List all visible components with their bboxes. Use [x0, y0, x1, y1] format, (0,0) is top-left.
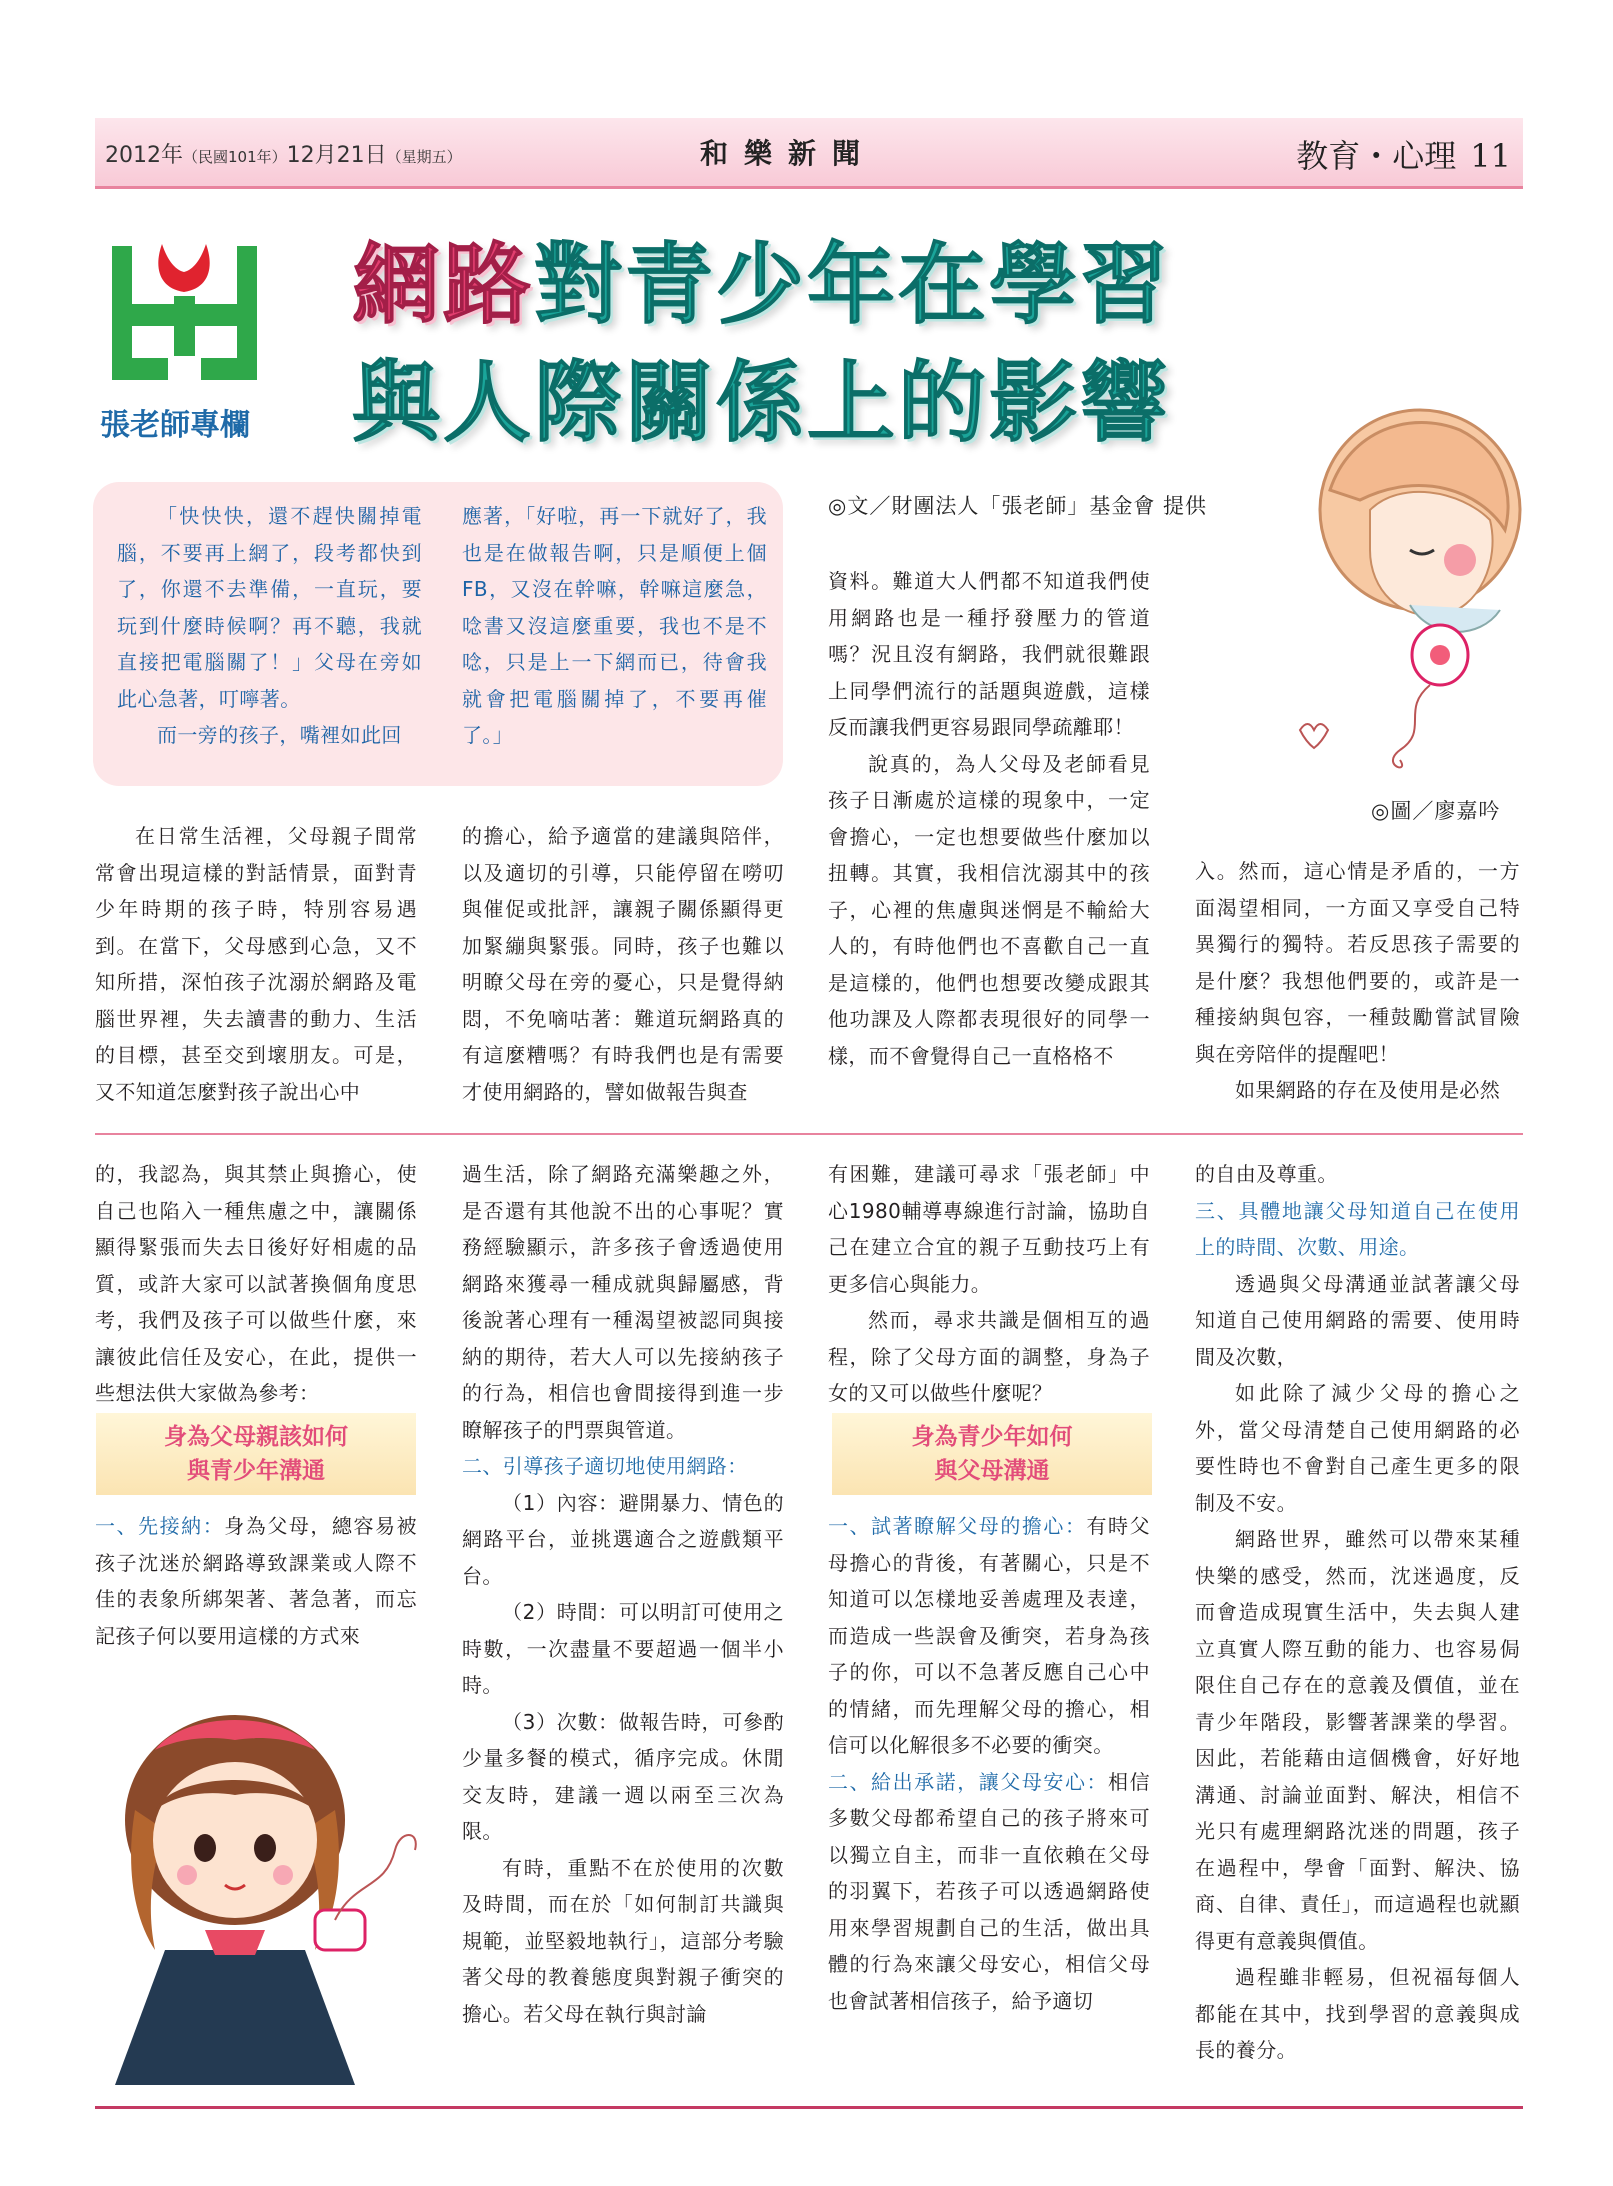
bottom-column-3b: [828, 1508, 1150, 2019]
body-paragraph: 過程雖非輕易，但祝福每個人都能在其中，找到學習的意義與成長的養分。: [1195, 1965, 1520, 2062]
body-paragraph: 然而，尋求共識是個相互的過程，除了父母方面的調整，身為子女的又可以做些什麼呢？: [828, 1308, 1150, 1405]
point-paragraph: [828, 1764, 1150, 2020]
section-divider: [95, 1133, 1523, 1135]
body-column-3: [828, 563, 1150, 1074]
subheading-line: 身為父母親該如何: [164, 1424, 348, 1450]
date-day: 12月21日: [286, 143, 387, 168]
intro-column-2: [462, 498, 767, 754]
list-item: （2）時間：可以明訂可使用之時數，一次盡量不要超過一個半小時。: [462, 1600, 784, 1697]
date-roc: （民國101年）: [183, 148, 287, 166]
body-paragraph: 有困難，建議可尋求「張老師」中心1980輔導專線進行討論，協助自己在建立合宜的親子互動技巧上有更多信心與能力。: [828, 1162, 1150, 1296]
illustration-credit: ◎圖／廖嘉吟: [1371, 799, 1501, 823]
tulip-person-logo-icon: [102, 236, 267, 401]
point-heading: 三、具體地讓父母知道自己在使用上的時間、次數、用途。: [1195, 1198, 1520, 1259]
body-paragraph: 在日常生活裡，父母親子間常常會出現這樣的對話情景，面對青少年時期的孩子時，特別容易遇到。在當下，父母感到心急，又不知所措，深怕孩子沈溺於網路及電腦世界裡，失去讀書的動力、生活的目標，甚至交到壞朋友。可是，又不知道怎麼對孩子說出心中: [95, 824, 417, 1104]
byline: ◎文／財團法人「張老師」基金會 提供: [828, 494, 1207, 518]
body-paragraph: 如此除了減少父母的擔心之外，當父母清楚自己使用網路的必要性時也不會對自己產生更多的限制及不安。: [1195, 1381, 1520, 1515]
body-column-4: [1195, 853, 1520, 1109]
body-paragraph: 的自由及尊重。: [1195, 1162, 1338, 1186]
bottom-column-3: [828, 1156, 1150, 1412]
subheading-teens: [832, 1413, 1152, 1495]
date-weekday: （星期五）: [386, 148, 462, 166]
bottom-column-4: [1195, 1156, 1520, 2069]
body-paragraph: 過生活，除了網路充滿樂趣之外，是否還有其他說不出的心事呢？實務經驗顯示，許多孩子會透過使用網路來獲尋一種成就與歸屬感，背後說著心理有一種渴望被認同與接納的期待，若大人可以先接納孩子的行為，相信也會間接得到進一步瞭解孩子的門票與管道。: [462, 1162, 784, 1442]
article-title: [352, 226, 1171, 462]
title-line-1-rest: 對青少年在學習: [534, 233, 1172, 336]
body-paragraph: 的，我認為，與其禁止與擔心，使自己也陷入一種焦慮之中，讓關係顯得緊張而失去日後好好相處的品質，或許大家可以試著換個角度思考，我們及孩子可以做些什麼，來讓彼此信任及安心，在此，提供一些想法供大家做為參考：: [95, 1162, 417, 1405]
body-paragraph: 如果網路的存在及使用是必然: [1235, 1078, 1501, 1102]
body-paragraph: 說真的，為人父母及老師看見孩子日漸處於這樣的現象中，一定會擔心，一定也想要做些什麼加以扭轉。其實，我相信沈溺其中的孩子，心裡的焦慮與迷惘是不輸給大人的，有時他們也不喜歡自己一直是這樣的，他們也想要改變成跟其他功課及人際都表現很好的同學一樣，而不會覺得自己一直格格不: [828, 751, 1150, 1068]
body-paragraph: 資料。難道大人們都不知道我們使用網路也是一種抒發壓力的管道嗎？況且沒有網路，我們就很難跟上同學們流行的話題與遊戲，這樣反而讓我們更容易跟同學疏離耶！: [828, 569, 1150, 739]
point-paragraph: [95, 1508, 417, 1654]
point-paragraph: [828, 1508, 1150, 1764]
section-label: [1296, 131, 1511, 177]
issue-date: [105, 138, 462, 169]
body-paragraph: 透過與父母溝通並試著讓父母知道自己使用網路的需要、使用時間及次數，: [1195, 1271, 1520, 1369]
subheading-line: 與父母溝通: [934, 1458, 1050, 1484]
point-heading: 二、引導孩子適切地使用網路：: [462, 1454, 748, 1478]
girl-on-phone-illustration: [1290, 400, 1550, 780]
intro-paragraph: 「快快快，還不趕快關掉電腦，不要再上網了，段考都快到了，你還不去準備，一直玩，要玩到什麼時候啊？再不聽，我就直接把電腦關了！」父母在旁如此心急著，叮嚀著。: [117, 504, 422, 711]
bottom-column-2: [462, 1156, 784, 2032]
subheading-line: 與青少年溝通: [187, 1458, 325, 1484]
bottom-column-1: [95, 1156, 417, 1412]
paper-name: 和樂新聞: [700, 137, 877, 170]
list-item: （3）次數：做報告時，可參酌少量多餐的模式，循序完成。休閒交友時，建議一週以兩至三次為限。: [462, 1709, 784, 1843]
body-column-2: [462, 818, 784, 1110]
body-paragraph: 入。然而，這心情是矛盾的，一方面渴望相同，一方面又享受自己特異獨行的獨特。若反思孩子需要的是什麼？我想他們要的，或許是一種接納與包容，一種鼓勵嘗試冒險與在旁陪伴的提醒吧！: [1195, 859, 1520, 1066]
point-body: 身為父母，總容易被孩子沈迷於網路導致課業或人際不佳的表象所綁架著、著急著，而忘記孩子何以要用這樣的方式來: [95, 1514, 417, 1648]
subheading-line: 身為青少年如何: [911, 1424, 1073, 1450]
point-heading: 一、先接納：: [95, 1514, 225, 1538]
title-highlight: 網路: [352, 233, 535, 336]
bottom-rule: [95, 2106, 1523, 2109]
point-body: 相信多數父母都希望自己的孩子將來可以獨立自主，而非一直依賴在父母的羽翼下，若孩子可以透過網路使用來學習規劃自己的生活，做出具體的行為來讓父母安心，相信父母也會試著相信孩子，給予適切: [828, 1769, 1150, 2013]
girl-with-phone-illustration: [95, 1700, 440, 2090]
section-name: 教育・心理: [1296, 137, 1457, 175]
column-label: 張老師專欄: [100, 408, 250, 443]
intro-column-1: [117, 498, 422, 754]
page-number: 11: [1470, 137, 1511, 175]
title-line-2: 與人際關係上的影響: [352, 351, 1172, 454]
point-heading: 一、試著瞭解父母的擔心：: [828, 1514, 1087, 1538]
body-paragraph: 有時，重點不在於使用的次數及時間，而在於「如何制訂共識與規範，並堅毅地執行」，這部分考驗著父母的教養態度與對親子衝突的擔心。若父母在執行與討論: [462, 1855, 784, 2026]
bottom-column-1b: [95, 1508, 417, 1654]
body-column-1: [95, 818, 417, 1110]
list-item: （1）內容：避開暴力、情色的網路平台，並挑選適合之遊戲類平台。: [462, 1490, 784, 1588]
header-rule: [95, 186, 1523, 189]
point-body: 有時父母擔心的背後，有著關心，只是不知道可以怎樣地妥善處理及表達，而造成一些誤會及衝突，若身為孩子的你，可以不急著反應自己心中的情緒，而先理解父母的擔心，相信可以化解很多不必要的衝突。: [828, 1514, 1150, 1757]
title-line-1: [352, 226, 1171, 344]
intro-paragraph: 而一旁的孩子，嘴裡如此回: [157, 723, 402, 747]
intro-paragraph: 應著，「好啦，再一下就好了，我也是在做報告啊，只是順便上個FB，又沒在幹嘛，幹嘛這麼急，唸書又沒這麼重要，我也不是不唸，只是上一下網而已，待會我就會把電腦關掉了，不要再催了。」: [462, 504, 767, 747]
body-paragraph: 網路世界，雖然可以帶來某種快樂的感受，然而，沈迷過度，反而會造成現實生活中，失去與人建立真實人際互動的能力、也容易侷限住自己存在的意義及價值，並在青少年階段，影響著課業的學習。因此，若能藉由這個機會，好好地溝通、討論並面對、解決，相信不光只有處理網路沈迷的問題，孩子在過程中，學會「面對、解決、協商、自律、責任」，而這過程也就顯得更有意義與價值。: [1195, 1527, 1520, 1953]
date-year: 2012年: [105, 143, 183, 168]
point-heading: 二、給出承諾，讓父母安心：: [828, 1769, 1109, 1794]
subheading-parents: [96, 1413, 416, 1495]
body-paragraph: 的擔心，給予適當的建議與陪伴，以及適切的引導，只能停留在嘮叨與催促或批評，讓親子關係顯得更加緊繃與緊張。同時，孩子也難以明瞭父母在旁的憂心，只是覺得納悶，不免嘀咕著：難道玩網路真的有這麼糟嗎？有時我們也是有需要才使用網路的，譬如做報告與查: [462, 824, 784, 1104]
